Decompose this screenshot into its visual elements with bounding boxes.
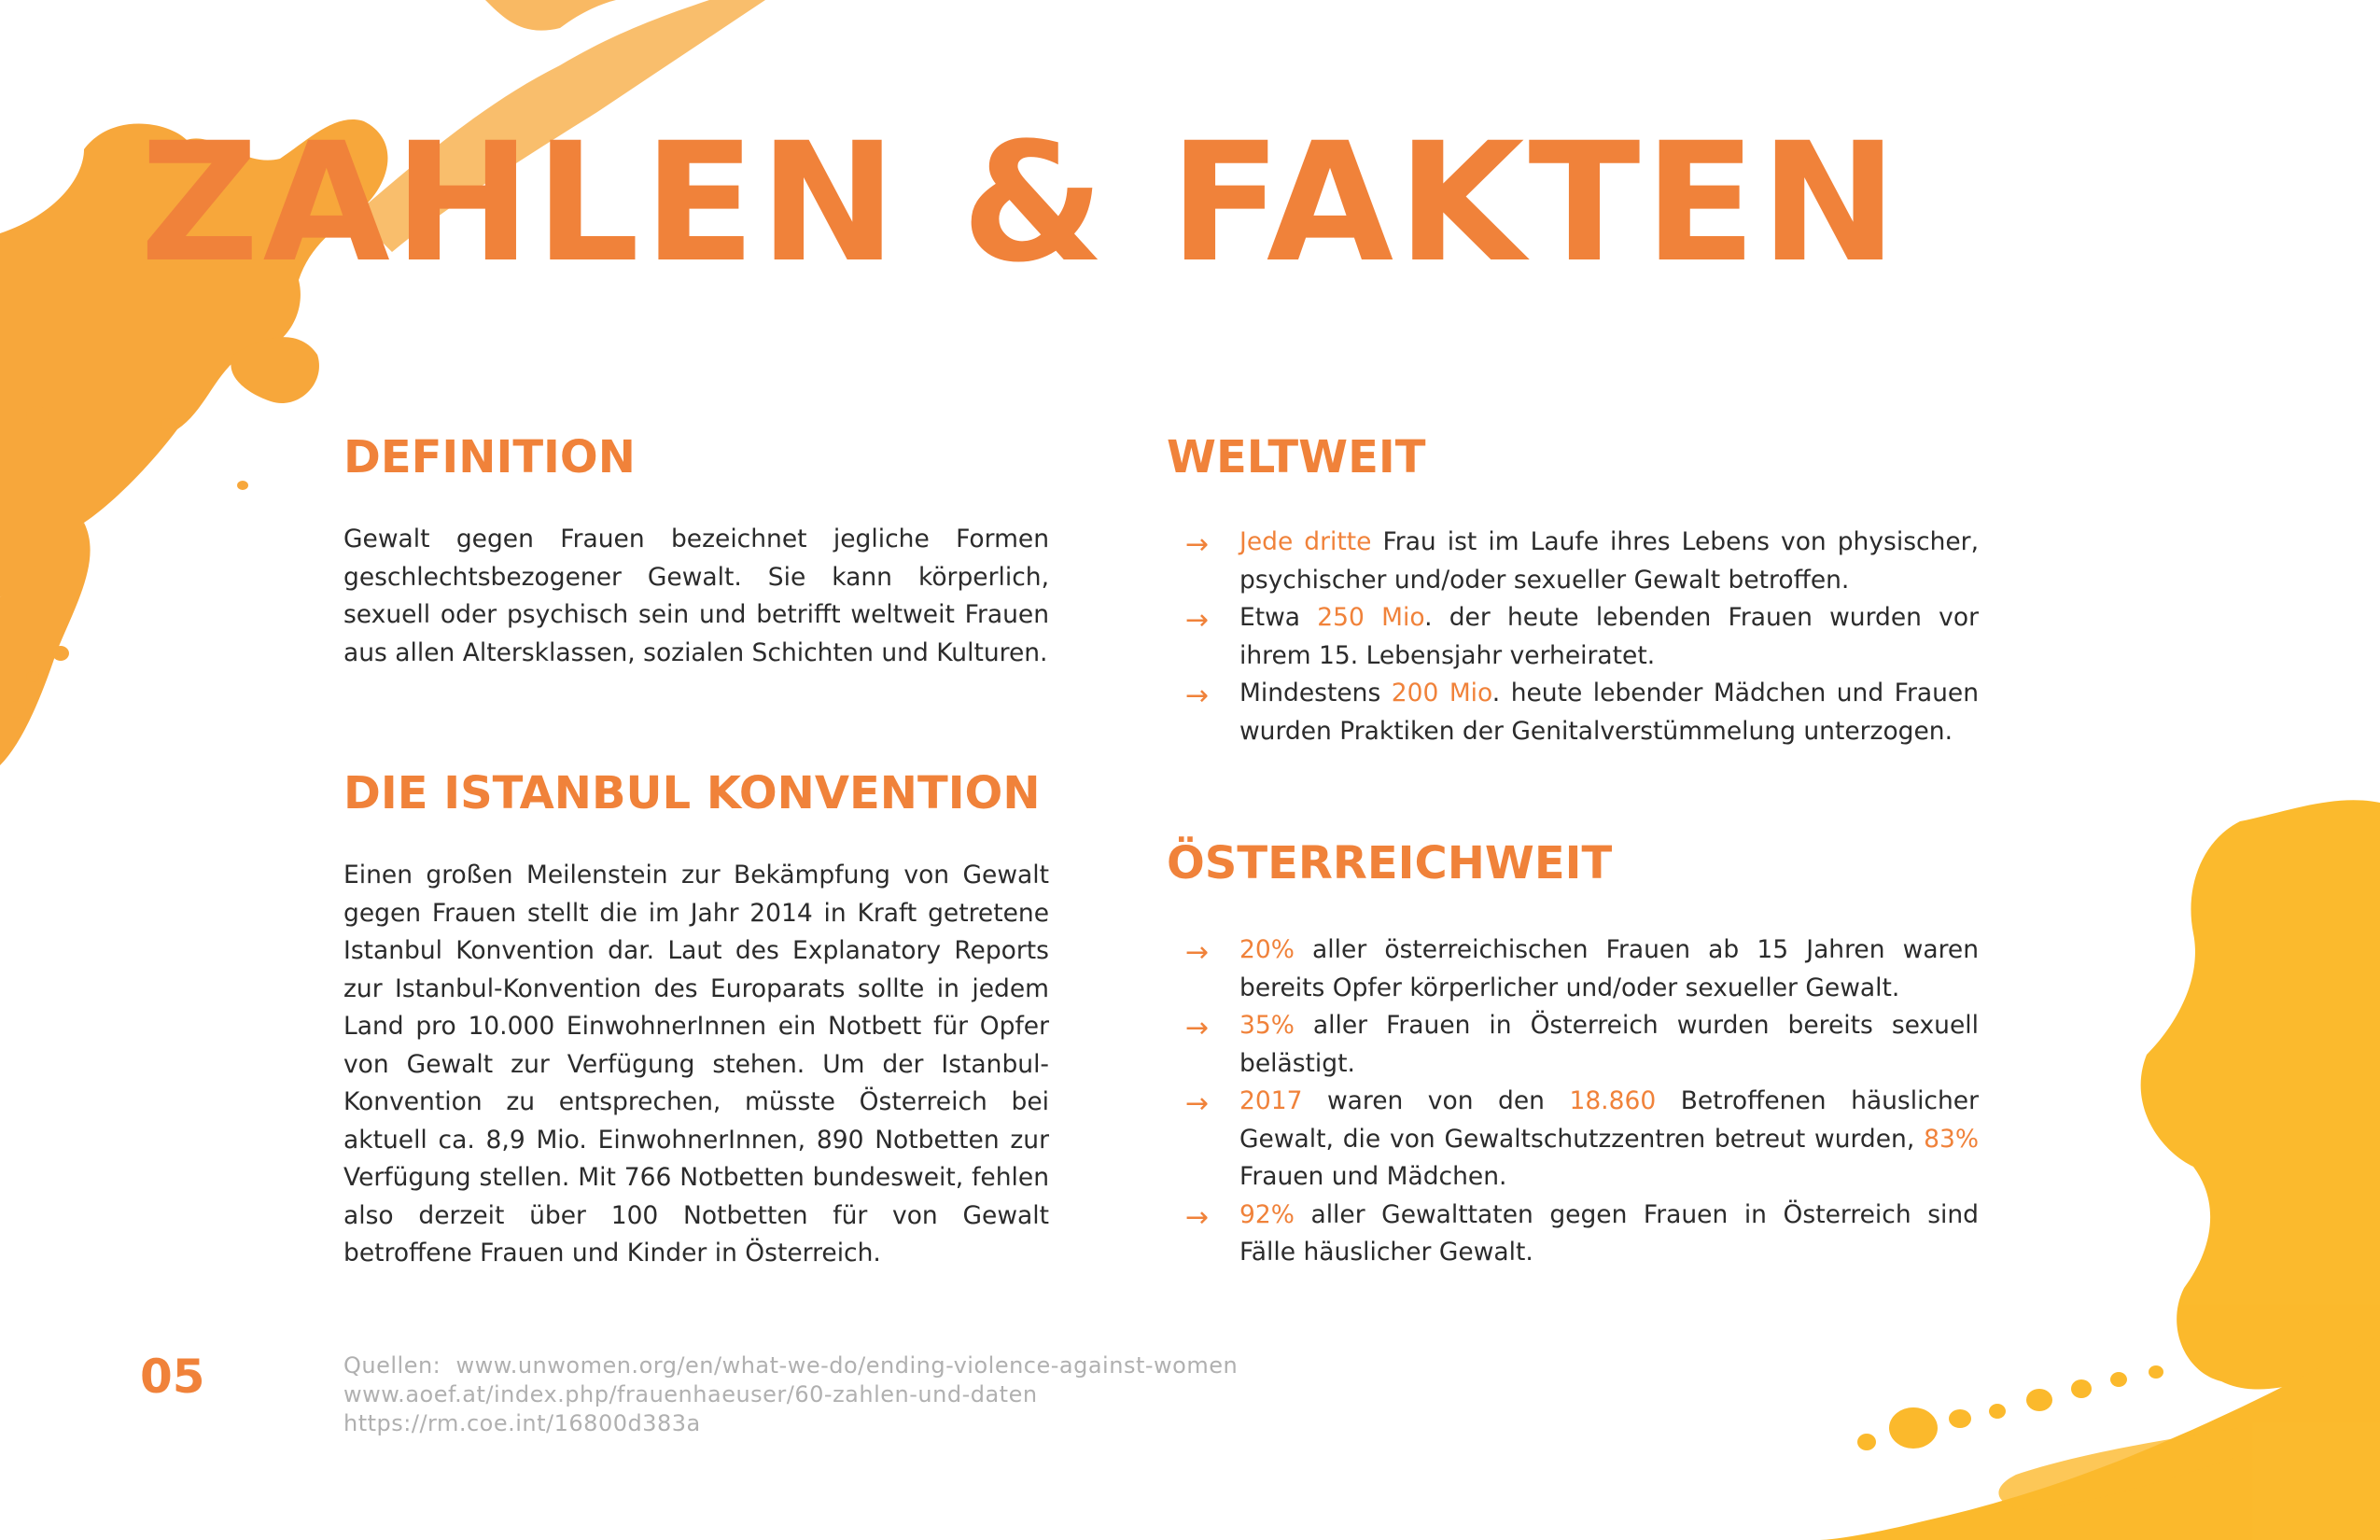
page-number: 05 — [140, 1350, 205, 1404]
sources-label: Quellen: — [343, 1352, 441, 1379]
arrow-right-icon: → — [1185, 936, 1210, 969]
highlight-value: 18.860 — [1569, 1086, 1657, 1115]
list-item: → Jede dritte Frau ist im Laufe ihres Lebens von physischer, psychischer und/oder sexueller Gewalt betroffen. — [1185, 527, 1979, 595]
highlight-value: 83% — [1924, 1124, 1979, 1154]
istanbul-heading: DIE ISTANBUL KONVENTION — [343, 767, 1041, 819]
arrow-right-icon: → — [1185, 679, 1210, 712]
page-title: ZAHLEN & FAKTEN — [140, 107, 1902, 299]
highlight-value: Jede dritte — [1239, 527, 1372, 556]
list-item: → 2017 waren von den 18.860 Betroffenen häuslicher Gewalt, die von Gewaltschutzzentren betreut wurden, 83% Frauen und Mädchen. — [1185, 1086, 1979, 1191]
arrow-right-icon: → — [1185, 1012, 1210, 1044]
arrow-right-icon: → — [1185, 1200, 1210, 1234]
source-link[interactable]: www.unwomen.org/en/what-we-do/ending-violence-against-women — [455, 1352, 1239, 1379]
highlight-value: 35% — [1239, 1011, 1295, 1040]
definition-heading: DEFINITION — [343, 431, 636, 483]
oesterreich-list — [1176, 931, 1979, 1272]
highlight-value: 92% — [1239, 1199, 1295, 1229]
oesterreich-heading: ÖSTERREICHWEIT — [1167, 837, 1613, 889]
list-item: → Etwa 250 Mio. der heute lebenden Frauen wurden vor ihrem 15. Lebensjahr verheiratet. — [1185, 603, 1979, 670]
highlight-value: 250 Mio — [1317, 603, 1425, 632]
highlight-value: 200 Mio — [1391, 679, 1492, 707]
list-item: → 20% aller österreichischen Frauen ab 15 Jahren waren bereits Opfer körperlicher und/oder sexueller Gewalt. — [1185, 935, 1979, 1002]
weltweit-list — [1176, 524, 1979, 750]
arrow-right-icon: → — [1185, 528, 1210, 561]
definition-text: Gewalt gegen Frauen bezeichnet jegliche Formen geschlechtsbezogener Gewalt. Sie kann körperlich, sexuell oder psychisch sein und betrifft weltweit Frauen aus allen Altersklassen, sozialen Schichten und Kulturen. — [343, 525, 1049, 667]
highlight-value: 2017 — [1239, 1086, 1303, 1115]
list-item: → 35% aller Frauen in Österreich wurden bereits sexuell belästigt. — [1185, 1011, 1979, 1078]
source-link[interactable]: https://rm.coe.int/16800d383a — [343, 1410, 701, 1436]
istanbul-text: Einen großen Meilenstein zur Bekämpfung von Gewalt gegen Frauen stellt die im Jahr 2014 in Kraft getretene Istanbul Konvention dar. Laut des Explanatory Reports zur Istanbul-Konvention des Europarats sollte in jedem Land pro 10.000 EinwohnerInnen ein Notbett für Opfer von Gewalt zur Verfügung stehen. Um der Istanbul-Konvention zu entsprechen, müsste Österreich bei aktuell ca. 8,9 Mio. EinwohnerInnen, 890 Notbetten zur Verfügung stellen. Mit 766 Notbetten bundesweit, fehlen also derzeit über 100 Notbetten für von Gewalt betroffene Frauen und Kinder in Österreich. — [343, 861, 1049, 1267]
list-item: → Mindestens 200 Mio. heute lebender Mädchen und Frauen wurden Praktiken der Genitalverstümmelung unterzogen. — [1185, 679, 1979, 746]
sources — [343, 1351, 1238, 1438]
list-item: → 92% aller Gewalttaten gegen Frauen in Österreich sind Fälle häuslicher Gewalt. — [1185, 1199, 1979, 1267]
arrow-right-icon: → — [1185, 604, 1210, 637]
source-link[interactable]: www.aoef.at/index.php/frauenhaeuser/60-zahlen-und-daten — [343, 1381, 1038, 1407]
weltweit-heading: WELTWEIT — [1167, 431, 1426, 483]
highlight-value: 20% — [1239, 935, 1295, 964]
arrow-right-icon: → — [1185, 1087, 1210, 1120]
